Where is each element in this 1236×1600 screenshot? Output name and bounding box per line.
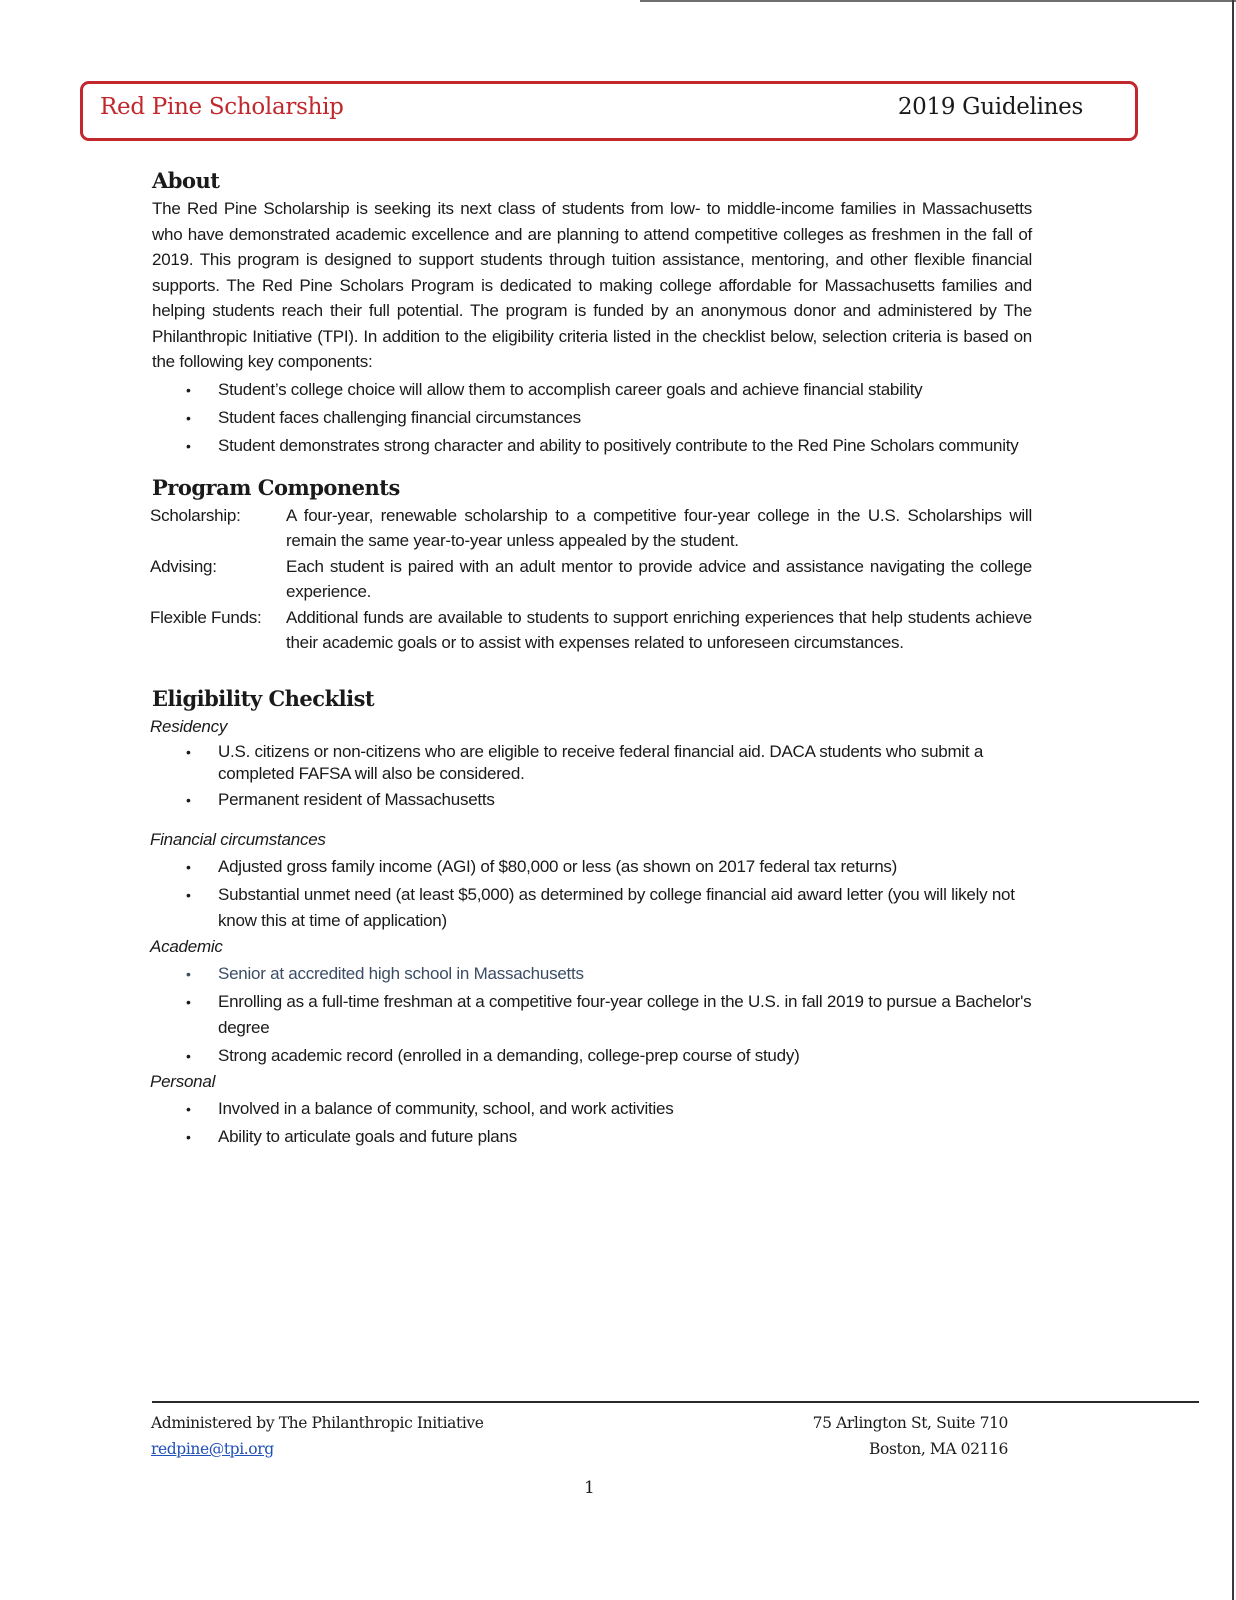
eligibility-heading: Eligibility Checklist [152, 685, 375, 711]
personal-list [152, 1094, 1032, 1150]
program-label: Scholarship: [150, 505, 241, 525]
bullet-icon: • [186, 1100, 191, 1117]
list-item: • U.S. citizens or non-citizens who are eligible to receive federal financial aid. DACA students who submit a completed FAFSA will also be considered. [218, 739, 1032, 785]
list-item: • Student’s college choice will allow them to accomplish career goals and achieve financial stability [218, 375, 1032, 403]
list-item: • Strong academic record (enrolled in a demanding, college-prep course of study) [218, 1041, 1032, 1069]
program-label: Flexible Funds: [150, 607, 262, 627]
academic-list [152, 959, 1032, 1069]
program-components-heading: Program Components [152, 474, 400, 500]
bullet-icon: • [186, 993, 191, 1010]
bullet-icon: • [186, 1128, 191, 1145]
list-item: • Adjusted gross family income (AGI) of $80,000 or less (as shown on 2017 federal tax returns) [218, 852, 1032, 880]
list-item: • Substantial unmet need (at least $5,000) as determined by college financial aid award letter (you will likely not know this at time of application) [218, 880, 1032, 934]
bullet-icon: • [186, 1047, 191, 1064]
document-title: Red Pine Scholarship [100, 94, 344, 120]
list-item: • Senior at accredited high school in Massachusetts [218, 959, 1032, 987]
footer-address [813, 1410, 1008, 1462]
bullet-icon: • [186, 791, 191, 808]
list-item: • Ability to articulate goals and future plans [218, 1122, 1032, 1150]
document-body [152, 166, 1032, 1150]
bullet-icon: • [186, 743, 191, 760]
about-heading: About [152, 168, 220, 193]
address-line-2: Boston, MA 02116 [869, 1440, 1008, 1458]
selection-criteria-list [152, 375, 1032, 459]
eligibility-section [152, 684, 1032, 1150]
financial-list [152, 852, 1032, 934]
footer-contact [151, 1410, 484, 1462]
academic-subheading: Academic [150, 936, 223, 956]
about-paragraph: The Red Pine Scholarship is seeking its next class of students from low- to middle-income families in Massachusetts who have demonstrated academic excellence and are planning to attend competitive colleges as freshmen in the fall of 2019. This program is designed to support students through tuition assistance, mentoring, and other flexible financial supports. The Red Pine Scholars Program is dedicated to making college affordable for Massachusetts families and helping students reach their full potential. The program is funded by an anonymous donor and administered by The Philanthropic Initiative (TPI). In addition to the eligibility criteria listed in the checklist below, selection criteria is based on the following key components: [152, 199, 1032, 371]
list-item: • Student demonstrates strong character and ability to positively contribute to the Red Pine Scholars community [218, 431, 1032, 459]
about-section [152, 166, 1032, 459]
footer-divider [152, 1401, 1199, 1403]
page-number: 1 [584, 1478, 595, 1498]
scan-edge-right [1232, 0, 1234, 1600]
bullet-icon: • [186, 437, 191, 454]
document-header [80, 81, 1138, 141]
program-label: Advising: [150, 556, 217, 576]
list-item: • Enrolling as a full-time freshman at a competitive four-year college in the U.S. in fall 2019 to pursue a Bachelor's degree [218, 987, 1032, 1041]
bullet-icon: • [186, 965, 191, 982]
program-row-advising [150, 554, 1032, 605]
bullet-icon: • [186, 858, 191, 875]
program-row-flexible-funds [150, 605, 1032, 656]
list-item: • Student faces challenging financial circumstances [218, 403, 1032, 431]
bullet-icon: • [186, 409, 191, 426]
scan-edge-top [640, 0, 1236, 2]
financial-subheading: Financial circumstances [150, 829, 326, 849]
bullet-icon: • [186, 886, 191, 903]
residency-list [152, 739, 1032, 813]
program-row-scholarship [150, 503, 1032, 554]
program-components-section [152, 473, 1032, 656]
address-line-1: 75 Arlington St, Suite 710 [812, 1414, 1008, 1432]
list-item: • Permanent resident of Massachusetts [218, 785, 1032, 813]
email-link[interactable]: redpine@tpi.org [151, 1440, 274, 1458]
bullet-icon: • [186, 381, 191, 398]
personal-subheading: Personal [150, 1071, 216, 1091]
program-description: A four-year, renewable scholarship to a competitive four-year college in the U.S. Scholarships will remain the same year-to-year unless appealed by the student. [286, 505, 1032, 550]
program-description: Additional funds are available to students to support enriching experiences that help students achieve their academic goals or to assist with expenses related to unforeseen circumstances. [286, 607, 1032, 652]
program-description: Each student is paired with an adult mentor to provide advice and assistance navigating the college experience. [286, 556, 1032, 601]
list-item: • Involved in a balance of community, school, and work activities [218, 1094, 1032, 1122]
guidelines-year: 2019 Guidelines [897, 94, 1083, 120]
residency-subheading: Residency [150, 716, 228, 736]
administered-by-text: Administered by The Philanthropic Initiative [151, 1414, 484, 1432]
